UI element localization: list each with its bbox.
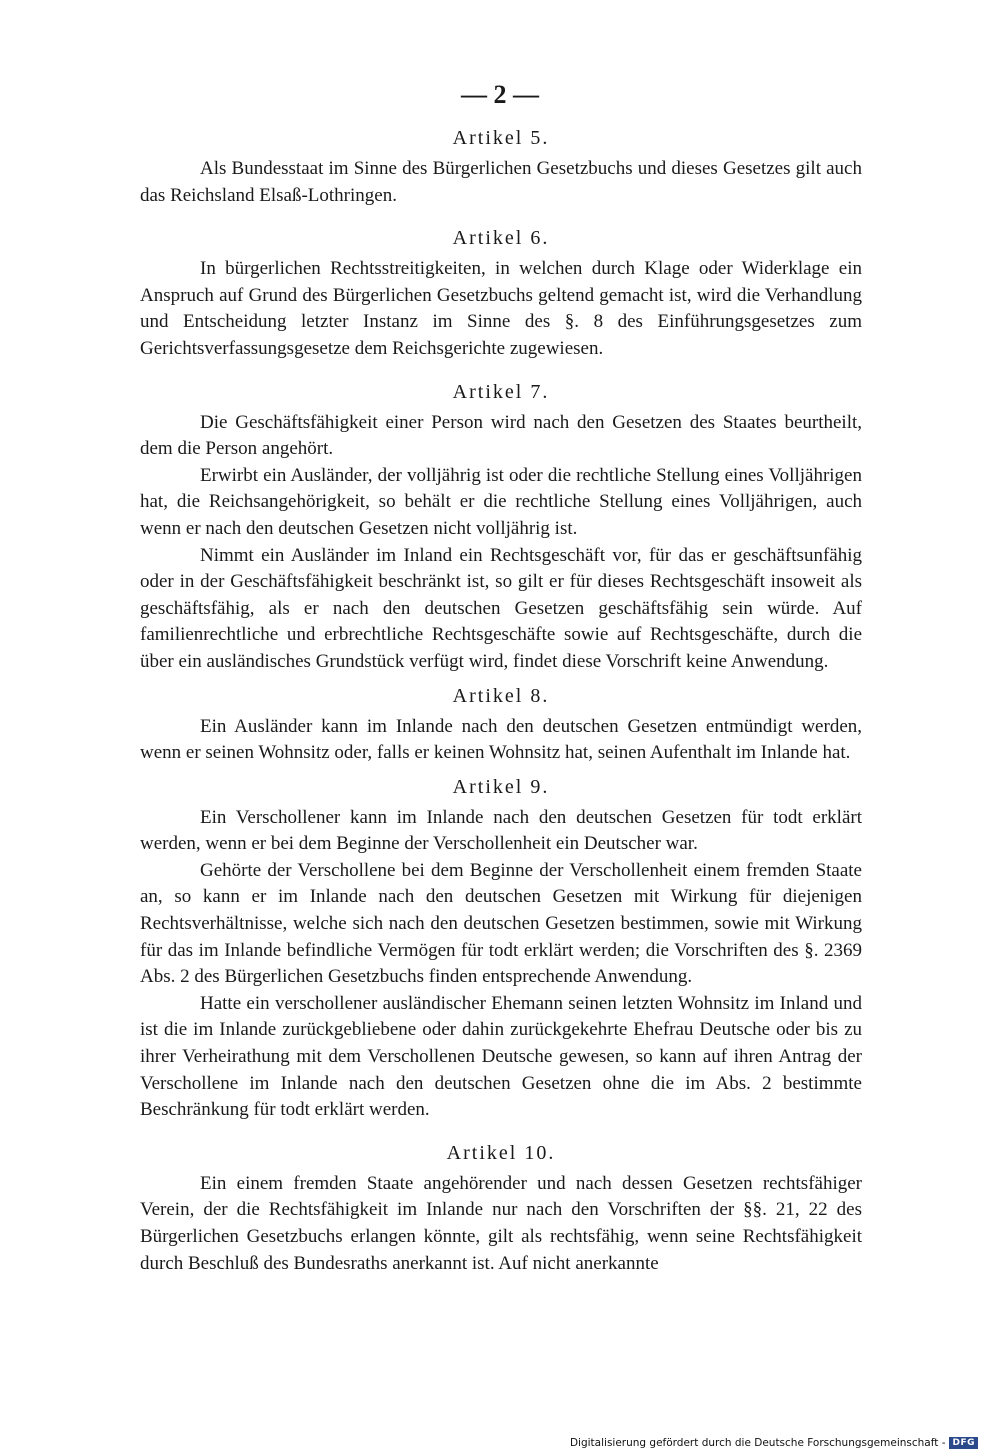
paragraph: Nimmt ein Ausländer im Inland ein Rechtsgeschäft vor, für das er geschäftsunfähig oder in der Geschäftsfähigkeit beschränkt ist, so gilt er für dieses Rechtsgeschäft insoweit als geschäftsfähig, als er nach den deutschen Gesetzen geschäftsfähig sein würde. Auf familienrechtliche und erbrechtliche Rechtsgeschäfte sowie auf Rechtsgeschäfte, durch die über ein ausländisches Grundstück verfügt wird, findet diese Vorschrift keine Anwendung.	[140, 544, 862, 672]
paragraph: Ein Verschollener kann im Inlande nach den deutschen Gesetzen für todt erklärt werden, wenn er bei dem Beginne der Verschollenheit ein Deutscher war.	[140, 806, 862, 855]
paragraph: Als Bundesstaat im Sinne des Bürgerlichen Gesetzbuchs und dieses Gesetzes gilt auch das Reichsland Elsaß-Lothringen.	[140, 158, 862, 206]
article-8	[140, 682, 862, 767]
article-title: Artikel 9.	[452, 775, 550, 798]
article-5	[140, 124, 862, 209]
paragraph: In bürgerlichen Rechtsstreitigkeiten, in welchen durch Klage oder Widerklage ein Anspruch auf Grund des Bürgerlichen Gesetzbuchs geltend gemacht ist, wird die Verhandlung und Entscheidung letzter Instanz im Sinne des §. 8 des Einführungsgesetzes zum Gerichtsverfassungsgesetze dem Reichsgerichte zugewiesen.	[140, 258, 862, 359]
article-6	[140, 224, 862, 362]
document-body	[140, 124, 862, 1277]
paragraph: Die Geschäftsfähigkeit einer Person wird nach den Gesetzen des Staates beurtheilt, dem die Person angehört.	[140, 411, 862, 460]
article-title: Artikel 5.	[452, 127, 550, 149]
article-title: Artikel 10.	[446, 1141, 556, 1164]
dfg-logo-icon: DFG	[949, 1437, 978, 1449]
article-title: Artikel 7.	[452, 380, 550, 403]
paragraph: Hatte ein verschollener ausländischer Ehemann seinen letzten Wohnsitz im Inland und ist die im Inlande zurückgebliebene oder dahin zurückgekehrte Ehefrau Deutsche oder bis zu ihrer Verheirathung mit dem Verschollenen Deutsche gewesen, so kann auf ihren Antrag der Verschollene im Inlande nach den deutschen Gesetzen ohne die im Abs. 2 bestimmte Beschränkung für todt erklärt werden.	[140, 992, 862, 1121]
paragraph: Ein einem fremden Staate angehörender und nach dessen Gesetzen rechtsfähiger Verein, der die Rechtsfähigkeit im Inlande nur nach den Vorschriften der §§. 21, 22 des Bürgerlichen Gesetzbuchs erlangen könnte, gilt als rechtsfähig, wenn seine Rechtsfähigkeit durch Beschluß des Bundesraths anerkannt ist. Auf nicht anerkannte	[140, 1172, 862, 1274]
article-10	[140, 1139, 862, 1277]
footer-text: Digitalisierung gefördert durch die Deutsche Forschungsgemeinschaft -	[569, 1437, 946, 1449]
article-title: Artikel 8.	[452, 684, 550, 707]
page-number: — 2 —	[461, 80, 539, 109]
paragraph: Gehörte der Verschollene bei dem Beginne der Verschollenheit einem fremden Staate an, so kann er im Inlande nach den deutschen Gesetzen mit Wirkung für diejenigen Rechtsverhältnisse, welche sich nach den deutschen Gesetzen bestimmen, sowie mit Wirkung für das im Inlande befindliche Vermögen für todt erklärt werden; die Vorschriften des §. 2369 Abs. 2 des Bürgerlichen Gesetzbuchs finden entsprechende Anwendung.	[140, 859, 862, 988]
article-9	[140, 773, 862, 1124]
paragraph: Erwirbt ein Ausländer, der volljährig ist oder die rechtliche Stellung eines Volljährigen hat, die Reichsangehörigkeit, so behält er die rechtliche Stellung eines Volljährigen, auch wenn er nach den deutschen Gesetzen nicht volljährig ist.	[140, 464, 862, 539]
paragraph: Ein Ausländer kann im Inlande nach den deutschen Gesetzen entmündigt werden, wenn er seinen Wohnsitz oder, falls er keinen Wohnsitz hat, seinen Aufenthalt im Inlande hat.	[140, 715, 862, 764]
article-title: Artikel 6.	[452, 227, 550, 250]
article-7	[140, 378, 862, 676]
digitization-footer	[570, 1437, 978, 1449]
